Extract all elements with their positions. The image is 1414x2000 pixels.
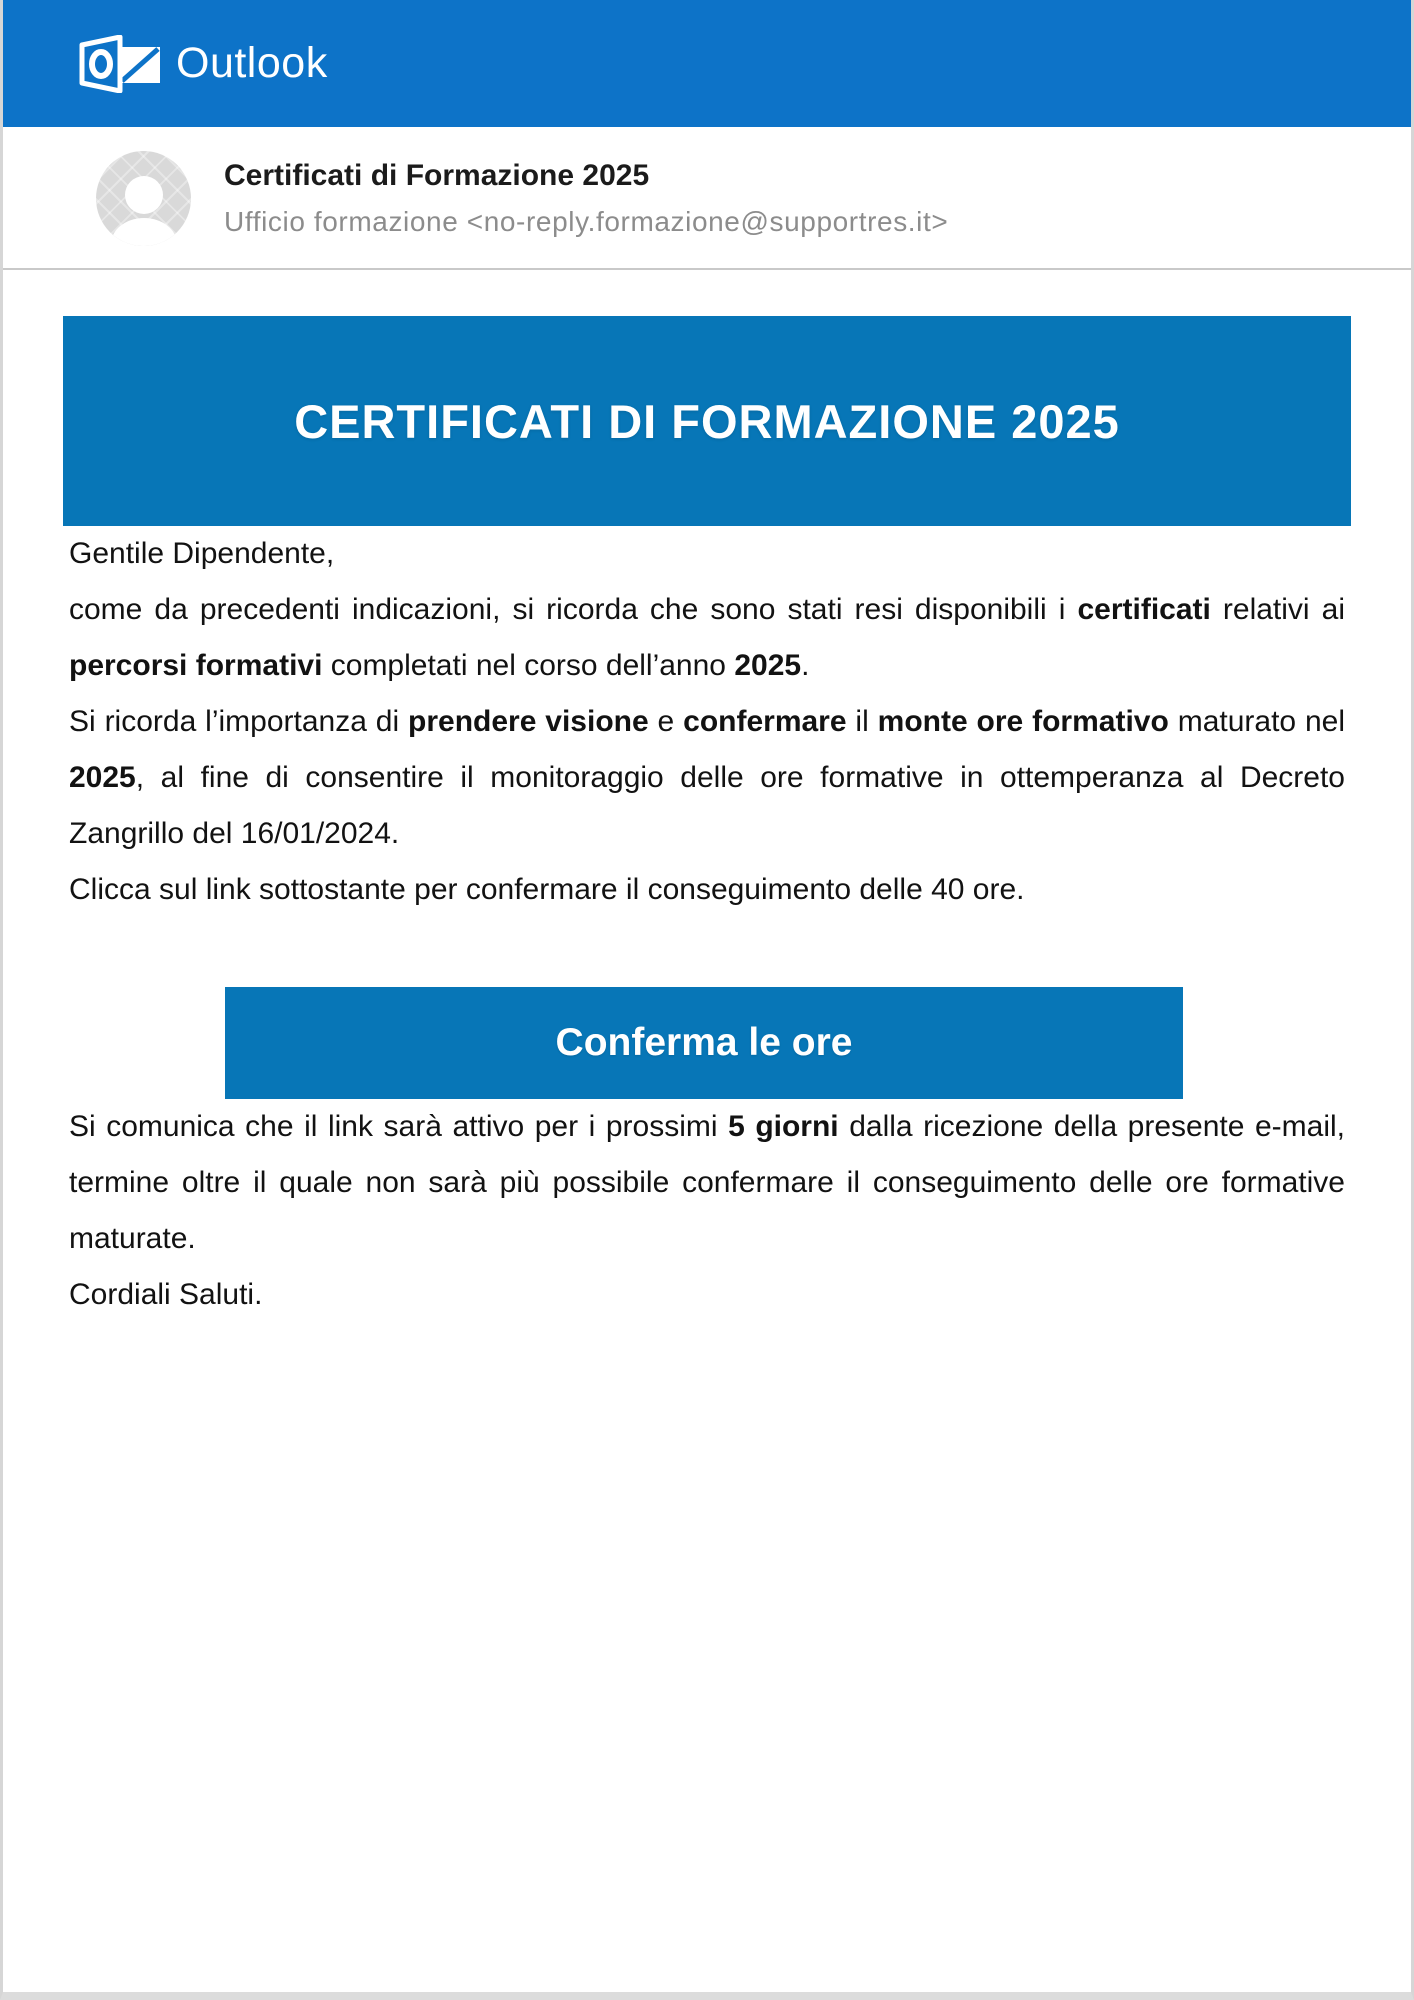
outlook-topbar xyxy=(3,0,1411,127)
message-sender: Ufficio formazione <no-reply.formazione@supportres.it> xyxy=(224,206,949,238)
body-paragraph-4: Si comunica che il link sarà attivo per i prossimi 5 giorni dalla ricezione della presente e-mail, termine oltre il quale non sarà più possibile confermare il conseguimento delle ore formative maturate. xyxy=(69,1110,1345,1255)
body-paragraph-1: come da precedenti indicazioni, si ricorda che sono stati resi disponibili i certificati relativi ai percorsi formativi completati nel corso dell’anno 2025. xyxy=(69,593,1345,682)
message-header-row xyxy=(50,127,1364,268)
confirm-hours-button[interactable]: Conferma le ore xyxy=(225,987,1183,1099)
body-paragraph-2: Si ricorda l’importanza di prendere visione e confermare il monte ore formativo maturato nel 2025, al fine di consentire il monitoraggio delle ore formative in ottemperanza al Decreto Zangrillo del 16/01/2024. xyxy=(69,705,1346,850)
outlook-logo-icon xyxy=(78,35,164,93)
body-paragraph-3: Clicca sul link sottostante per confermare il conseguimento delle 40 ore. xyxy=(69,873,1025,906)
confirm-button-row xyxy=(69,987,1345,1099)
sender-avatar xyxy=(96,151,191,246)
person-shoulders-shape xyxy=(111,218,177,247)
message-subject: Certificati di Formazione 2025 xyxy=(224,159,650,193)
outlook-logo xyxy=(78,35,328,93)
message-meta xyxy=(224,158,948,239)
closing-text: Cordiali Saluti. xyxy=(69,1278,263,1311)
campaign-banner xyxy=(63,316,1351,526)
greeting-text: Gentile Dipendente, xyxy=(69,537,335,570)
email-body xyxy=(3,526,1411,1323)
outlook-logo-text: Outlook xyxy=(176,39,328,87)
banner-title: CERTIFICATI DI FORMAZIONE 2025 xyxy=(294,394,1120,448)
person-silhouette-icon xyxy=(125,176,163,214)
message-header xyxy=(3,127,1411,270)
